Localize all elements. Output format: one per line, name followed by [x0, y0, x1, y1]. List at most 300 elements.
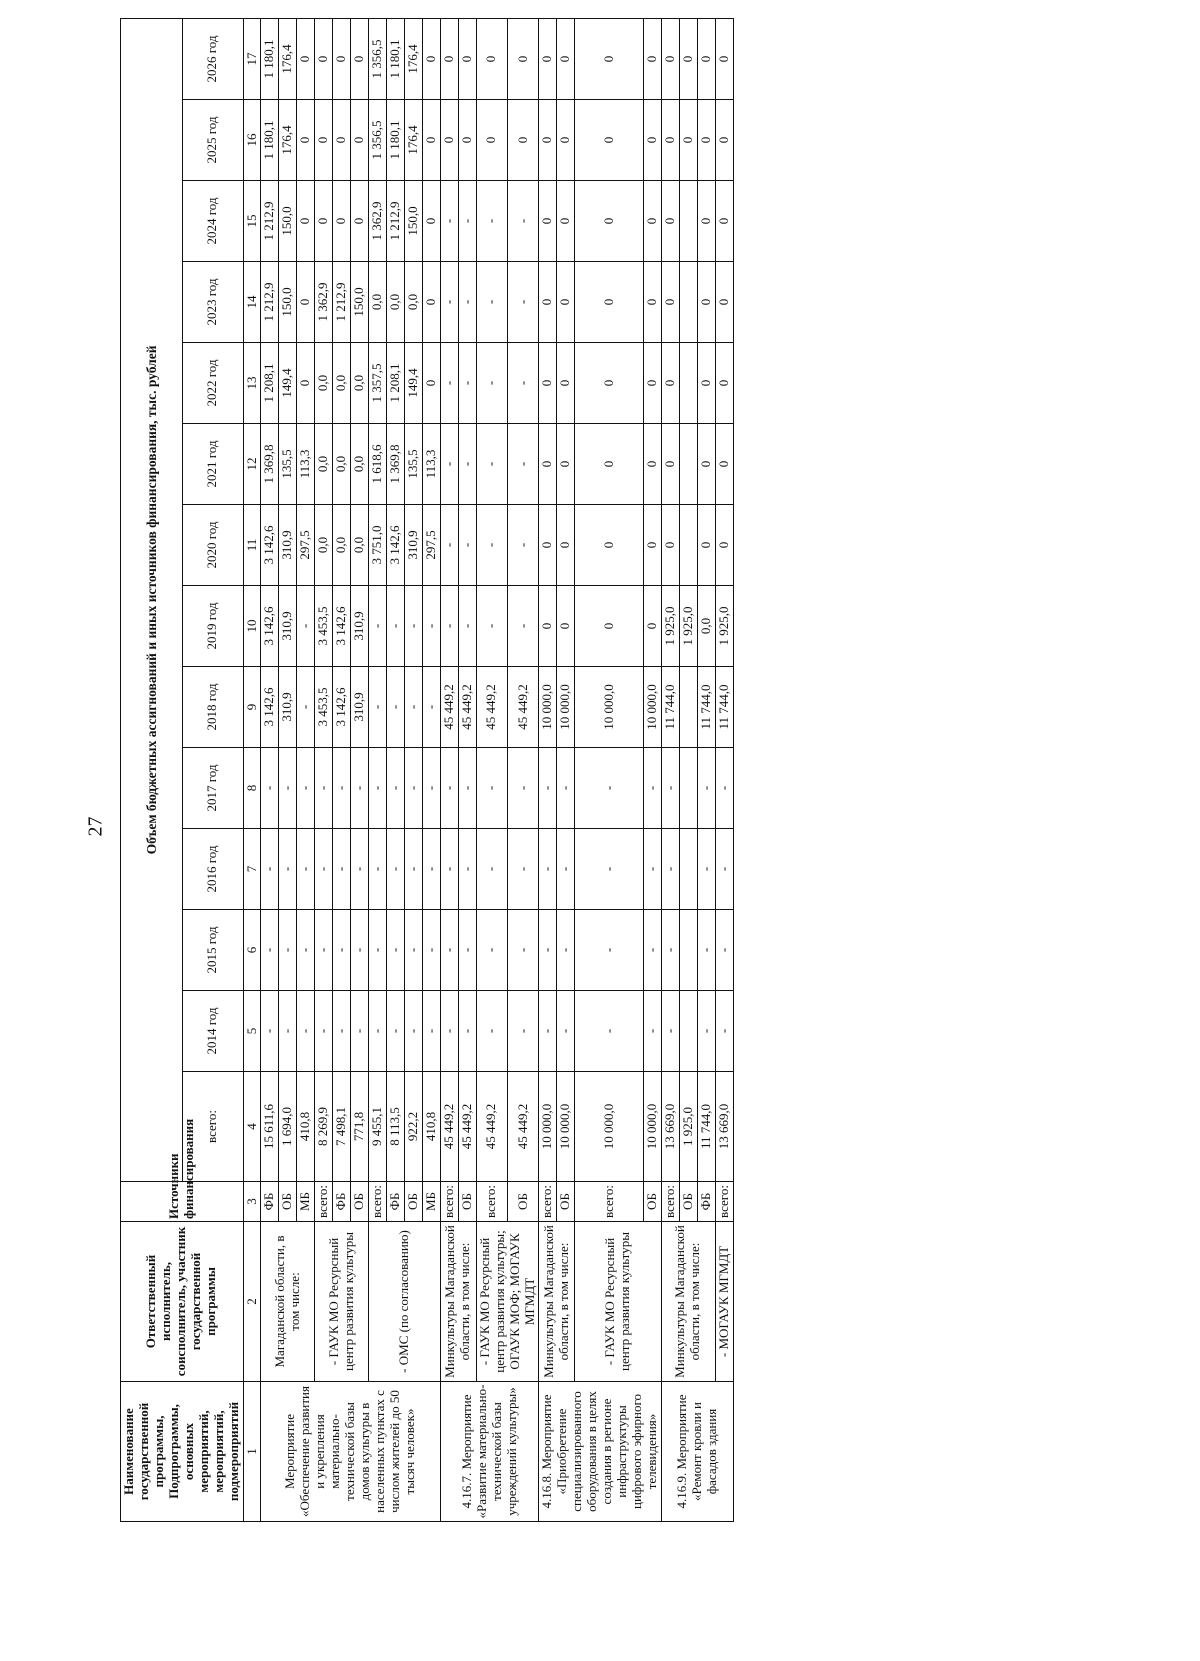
year-cell: 0: [715, 343, 733, 424]
funding-source: ОБ: [508, 1182, 539, 1222]
table-row: [440, 18, 458, 1521]
year-cell: 0: [297, 100, 315, 181]
year-cell: -: [458, 505, 476, 586]
year-cell: -: [476, 424, 507, 505]
year-cell: -: [715, 748, 733, 829]
year-cell: 310,9: [351, 586, 369, 667]
year-cell: 1 925,0: [661, 586, 679, 667]
table-row: [575, 18, 644, 1521]
year-cell: 150,0: [404, 181, 422, 262]
year-cell: -: [575, 748, 644, 829]
header-col-number: 4: [243, 1072, 261, 1182]
year-cell: -: [369, 586, 387, 667]
year-cell: -: [440, 829, 458, 910]
year-cell: 149,4: [404, 343, 422, 424]
table-row: [661, 18, 679, 1521]
year-cell: -: [697, 910, 715, 991]
year-cell: 0: [539, 343, 557, 424]
total-cell: 10 000,0: [539, 1072, 557, 1182]
year-cell: 135,5: [404, 424, 422, 505]
year-cell: [679, 343, 697, 424]
year-cell: 297,5: [297, 505, 315, 586]
year-cell: 0: [458, 100, 476, 181]
year-cell: -: [715, 829, 733, 910]
year-cell: 0: [539, 586, 557, 667]
year-cell: 1 357,5: [369, 343, 387, 424]
year-cell: -: [404, 748, 422, 829]
year-cell: 1 212,9: [387, 181, 405, 262]
funding-source: ОБ: [351, 1182, 369, 1222]
year-cell: 0: [315, 100, 333, 181]
executor: Магаданской области, в том числе:: [261, 1222, 315, 1382]
funding-source: ФБ: [387, 1182, 405, 1222]
table-row: [369, 18, 387, 1521]
header-year: 2016 год: [183, 829, 243, 910]
header-group: Объем бюджетных ассигнований и иных источников финансирования, тыс. рублей: [121, 18, 183, 1181]
year-cell: [679, 424, 697, 505]
year-cell: 0: [661, 262, 679, 343]
year-cell: 0: [644, 424, 662, 505]
year-cell: 0: [422, 262, 440, 343]
year-cell: 0: [557, 181, 575, 262]
year-cell: 1 369,8: [261, 424, 279, 505]
year-cell: -: [508, 910, 539, 991]
year-cell: 0: [315, 181, 333, 262]
year-cell: 0,0: [351, 343, 369, 424]
year-cell: -: [661, 991, 679, 1072]
year-cell: 310,9: [404, 505, 422, 586]
year-cell: 0: [557, 18, 575, 99]
year-cell: -: [404, 667, 422, 748]
year-cell: 0: [297, 343, 315, 424]
year-cell: -: [458, 748, 476, 829]
year-cell: 1 180,1: [387, 100, 405, 181]
year-cell: 0: [644, 181, 662, 262]
executor: - МОГАУК МГМДТ: [715, 1222, 733, 1382]
year-cell: -: [508, 424, 539, 505]
year-cell: -: [297, 910, 315, 991]
year-cell: 0: [422, 181, 440, 262]
year-cell: -: [476, 829, 507, 910]
year-cell: 11 744,0: [697, 667, 715, 748]
year-cell: 0: [697, 262, 715, 343]
year-cell: 176,4: [279, 100, 297, 181]
header-col-number: 3: [243, 1182, 261, 1222]
executor: - ГАУК МО Ресурсный центр развития культуры: [315, 1222, 369, 1382]
funding-source: МБ: [297, 1182, 315, 1222]
year-cell: -: [539, 748, 557, 829]
year-cell: 0: [697, 505, 715, 586]
header-col-number: 15: [243, 181, 261, 262]
year-cell: 0,0: [404, 262, 422, 343]
total-cell: 13 669,0: [661, 1072, 679, 1182]
funding-source: ФБ: [333, 1182, 351, 1222]
year-cell: 0: [661, 505, 679, 586]
table-row: [476, 18, 507, 1521]
header-year: 2014 год: [183, 991, 243, 1072]
year-cell: -: [661, 829, 679, 910]
year-cell: -: [458, 586, 476, 667]
year-cell: 0: [575, 424, 644, 505]
year-cell: -: [476, 991, 507, 1072]
year-cell: -: [297, 748, 315, 829]
year-cell: 0: [715, 262, 733, 343]
year-cell: 0: [715, 18, 733, 99]
year-cell: -: [508, 991, 539, 1072]
page-number: 27: [84, 816, 107, 837]
header-col-number: 11: [243, 505, 261, 586]
year-cell: 10 000,0: [557, 667, 575, 748]
total-cell: 15 611,6: [261, 1072, 279, 1182]
year-cell: 0: [539, 262, 557, 343]
year-cell: [679, 910, 697, 991]
total-cell: 45 449,2: [508, 1072, 539, 1182]
year-cell: 45 449,2: [508, 667, 539, 748]
year-cell: 0: [575, 100, 644, 181]
header-col-number: 9: [243, 667, 261, 748]
year-cell: -: [404, 991, 422, 1072]
year-cell: -: [575, 991, 644, 1072]
year-cell: 0,0: [333, 424, 351, 505]
year-cell: 176,4: [279, 18, 297, 99]
year-cell: 0: [661, 100, 679, 181]
year-cell: -: [351, 991, 369, 1072]
year-cell: [679, 829, 697, 910]
year-cell: 0: [575, 586, 644, 667]
year-cell: -: [387, 991, 405, 1072]
year-cell: 310,9: [279, 667, 297, 748]
year-cell: 0: [539, 181, 557, 262]
executor: - ГАУК МО Ресурсный центр развития культуры; ОГАУК МОФ; МОГАУК МГМДТ: [476, 1222, 539, 1382]
year-cell: -: [644, 748, 662, 829]
total-cell: 45 449,2: [476, 1072, 507, 1182]
year-cell: 3 751,0: [369, 505, 387, 586]
year-cell: -: [387, 748, 405, 829]
year-cell: -: [261, 910, 279, 991]
header-col-number: 10: [243, 586, 261, 667]
funding-source: МБ: [422, 1182, 440, 1222]
year-cell: 11 744,0: [661, 667, 679, 748]
year-cell: 10 000,0: [539, 667, 557, 748]
year-cell: 1 212,9: [333, 262, 351, 343]
total-cell: 1 694,0: [279, 1072, 297, 1182]
funding-source: всего:: [715, 1182, 733, 1222]
year-cell: 310,9: [279, 586, 297, 667]
year-cell: -: [422, 910, 440, 991]
table-row: [261, 18, 279, 1521]
year-cell: -: [508, 586, 539, 667]
activity-name: 4.16.8. Мероприятие «Приобретение специализированного оборудования в целях создания в регионе инфраструктуры цифрового эфирного телевидения»: [539, 1382, 662, 1522]
header-year: 2021 год: [183, 424, 243, 505]
year-cell: 176,4: [404, 100, 422, 181]
year-cell: 0: [351, 100, 369, 181]
funding-source: всего:: [369, 1182, 387, 1222]
year-cell: 0: [715, 100, 733, 181]
header-col-number: 1: [243, 1382, 261, 1522]
year-cell: -: [697, 991, 715, 1072]
year-cell: -: [476, 343, 507, 424]
year-cell: 3 142,6: [333, 586, 351, 667]
executor: Минкультуры Магаданской области, в том числе:: [440, 1222, 476, 1382]
year-cell: 150,0: [279, 181, 297, 262]
header-col-number: 12: [243, 424, 261, 505]
year-cell: -: [661, 910, 679, 991]
funding-source: ФБ: [261, 1182, 279, 1222]
year-cell: -: [440, 343, 458, 424]
header-col-number: 14: [243, 262, 261, 343]
year-cell: -: [404, 586, 422, 667]
year-cell: -: [404, 910, 422, 991]
total-cell: 45 449,2: [440, 1072, 458, 1182]
year-cell: -: [644, 991, 662, 1072]
year-cell: 11 744,0: [715, 667, 733, 748]
year-cell: -: [422, 991, 440, 1072]
year-cell: 0,0: [315, 424, 333, 505]
year-cell: 3 142,6: [387, 505, 405, 586]
total-cell: 13 669,0: [715, 1072, 733, 1182]
funding-source: ОБ: [644, 1182, 662, 1222]
table-body: [261, 18, 733, 1521]
year-cell: 0: [644, 505, 662, 586]
header-col-number: 6: [243, 910, 261, 991]
funding-source: всего:: [440, 1182, 458, 1222]
total-cell: 771,8: [351, 1072, 369, 1182]
header-source: Источники финансирования: [121, 1182, 244, 1222]
year-cell: -: [422, 748, 440, 829]
year-cell: 0,0: [697, 586, 715, 667]
year-cell: 3 142,6: [261, 667, 279, 748]
year-cell: 0: [351, 181, 369, 262]
header-name: Наименование государственной программы, Подпрограммы, основных мероприятий, мероприятий, подмероприятий: [121, 1382, 244, 1522]
table-row: [315, 18, 333, 1521]
year-cell: [679, 667, 697, 748]
year-cell: -: [387, 667, 405, 748]
table-row: [539, 18, 557, 1521]
year-cell: -: [440, 586, 458, 667]
header-year: 2025 год: [183, 100, 243, 181]
year-cell: 10 000,0: [575, 667, 644, 748]
year-cell: -: [697, 748, 715, 829]
year-cell: 0: [333, 181, 351, 262]
header-year: 2015 год: [183, 910, 243, 991]
total-cell: 11 744,0: [697, 1072, 715, 1182]
table-row: [715, 18, 733, 1521]
header-executor: Ответственный исполнитель, соисполнитель, участник государственной программы: [121, 1222, 244, 1382]
year-cell: [679, 748, 697, 829]
year-cell: 0: [422, 343, 440, 424]
year-cell: 1 208,1: [387, 343, 405, 424]
year-cell: -: [261, 748, 279, 829]
year-cell: -: [315, 748, 333, 829]
year-cell: 1 212,9: [261, 181, 279, 262]
funding-source: ОБ: [404, 1182, 422, 1222]
year-cell: 0: [557, 100, 575, 181]
header-total: всего:: [183, 1072, 243, 1182]
year-cell: -: [661, 748, 679, 829]
year-cell: 1 362,9: [315, 262, 333, 343]
year-cell: -: [476, 586, 507, 667]
year-cell: -: [715, 910, 733, 991]
total-cell: 410,8: [297, 1072, 315, 1182]
year-cell: 1 212,9: [261, 262, 279, 343]
year-cell: -: [333, 991, 351, 1072]
year-cell: 0: [476, 18, 507, 99]
year-cell: -: [458, 262, 476, 343]
year-cell: -: [440, 991, 458, 1072]
year-cell: 0: [661, 181, 679, 262]
year-cell: 1 362,9: [369, 181, 387, 262]
funding-source: ОБ: [458, 1182, 476, 1222]
year-cell: 0,0: [333, 343, 351, 424]
year-cell: 0: [539, 424, 557, 505]
year-cell: -: [508, 748, 539, 829]
year-cell: -: [440, 748, 458, 829]
year-cell: 0: [644, 100, 662, 181]
year-cell: 45 449,2: [440, 667, 458, 748]
year-cell: 0: [697, 100, 715, 181]
total-cell: 10 000,0: [644, 1072, 662, 1182]
year-cell: -: [297, 667, 315, 748]
year-cell: 0: [679, 100, 697, 181]
year-cell: -: [297, 991, 315, 1072]
year-cell: 0: [575, 343, 644, 424]
year-cell: [679, 991, 697, 1072]
year-cell: 3 142,6: [261, 505, 279, 586]
year-cell: 0: [575, 505, 644, 586]
year-cell: -: [422, 586, 440, 667]
header-col-number: 5: [243, 991, 261, 1072]
year-cell: -: [440, 910, 458, 991]
year-cell: -: [404, 829, 422, 910]
funding-source: ОБ: [679, 1182, 697, 1222]
year-cell: 0: [644, 343, 662, 424]
year-cell: 1 208,1: [261, 343, 279, 424]
year-cell: 1 180,1: [261, 18, 279, 99]
year-cell: -: [279, 748, 297, 829]
year-cell: -: [422, 829, 440, 910]
year-cell: 0: [644, 262, 662, 343]
total-cell: 1 925,0: [679, 1072, 697, 1182]
funding-source: всего:: [661, 1182, 679, 1222]
year-cell: -: [508, 343, 539, 424]
year-cell: -: [369, 667, 387, 748]
total-cell: 10 000,0: [557, 1072, 575, 1182]
year-cell: -: [508, 505, 539, 586]
year-cell: -: [261, 829, 279, 910]
total-cell: 8 269,9: [315, 1072, 333, 1182]
year-cell: -: [476, 505, 507, 586]
year-cell: 0: [644, 18, 662, 99]
year-cell: -: [387, 586, 405, 667]
year-cell: -: [387, 829, 405, 910]
header-row-1: [121, 18, 183, 1521]
header-year: 2026 год: [183, 18, 243, 99]
year-cell: -: [369, 910, 387, 991]
year-cell: 0: [297, 262, 315, 343]
year-cell: -: [315, 991, 333, 1072]
total-cell: 9 455,1: [369, 1072, 387, 1182]
year-cell: 0: [557, 505, 575, 586]
year-cell: -: [557, 991, 575, 1072]
funding-source: ОБ: [557, 1182, 575, 1222]
total-cell: 10 000,0: [575, 1072, 644, 1182]
year-cell: 0: [539, 18, 557, 99]
year-cell: -: [333, 829, 351, 910]
year-cell: -: [369, 991, 387, 1072]
year-cell: 150,0: [351, 262, 369, 343]
year-cell: -: [422, 667, 440, 748]
year-cell: -: [644, 910, 662, 991]
total-cell: 410,8: [422, 1072, 440, 1182]
year-cell: -: [279, 910, 297, 991]
year-cell: 0: [539, 505, 557, 586]
header-year: 2018 год: [183, 667, 243, 748]
year-cell: [679, 262, 697, 343]
year-cell: -: [351, 748, 369, 829]
year-cell: 0,0: [351, 505, 369, 586]
year-cell: 135,5: [279, 424, 297, 505]
year-cell: 0: [557, 424, 575, 505]
year-cell: 150,0: [279, 262, 297, 343]
year-cell: 0: [476, 100, 507, 181]
executor: Минкультуры Магаданской области, в том числе:: [661, 1222, 715, 1382]
year-cell: -: [440, 181, 458, 262]
year-cell: -: [539, 829, 557, 910]
year-cell: -: [476, 910, 507, 991]
year-cell: -: [508, 262, 539, 343]
year-cell: 0: [315, 18, 333, 99]
year-cell: [679, 181, 697, 262]
year-cell: 0: [422, 18, 440, 99]
year-cell: 1 618,6: [369, 424, 387, 505]
year-cell: -: [440, 262, 458, 343]
year-cell: -: [715, 991, 733, 1072]
year-cell: 1 369,8: [387, 424, 405, 505]
year-cell: 0: [557, 586, 575, 667]
executor: Минкультуры Магаданской области, в том числе:: [539, 1222, 575, 1382]
year-cell: -: [369, 829, 387, 910]
year-cell: -: [369, 748, 387, 829]
header-col-number: 7: [243, 829, 261, 910]
header-row-numbers: [243, 18, 261, 1521]
year-cell: -: [440, 424, 458, 505]
year-cell: 3 453,5: [315, 586, 333, 667]
header-year: 2020 год: [183, 505, 243, 586]
year-cell: 0: [697, 424, 715, 505]
header-col-number: 8: [243, 748, 261, 829]
year-cell: 0: [333, 18, 351, 99]
year-cell: -: [333, 748, 351, 829]
year-cell: 113,3: [297, 424, 315, 505]
year-cell: 0: [458, 18, 476, 99]
year-cell: -: [557, 748, 575, 829]
year-cell: -: [697, 829, 715, 910]
year-cell: 0,0: [315, 343, 333, 424]
year-cell: -: [279, 991, 297, 1072]
year-cell: 3 142,6: [261, 586, 279, 667]
year-cell: -: [387, 910, 405, 991]
year-cell: -: [458, 829, 476, 910]
year-cell: 0,0: [369, 262, 387, 343]
year-cell: -: [557, 910, 575, 991]
year-cell: 0: [697, 181, 715, 262]
year-cell: 0: [715, 181, 733, 262]
year-cell: 0: [575, 181, 644, 262]
funding-source: ФБ: [697, 1182, 715, 1222]
year-cell: 10 000,0: [644, 667, 662, 748]
year-cell: 0: [333, 100, 351, 181]
header-col-number: 2: [243, 1222, 261, 1382]
